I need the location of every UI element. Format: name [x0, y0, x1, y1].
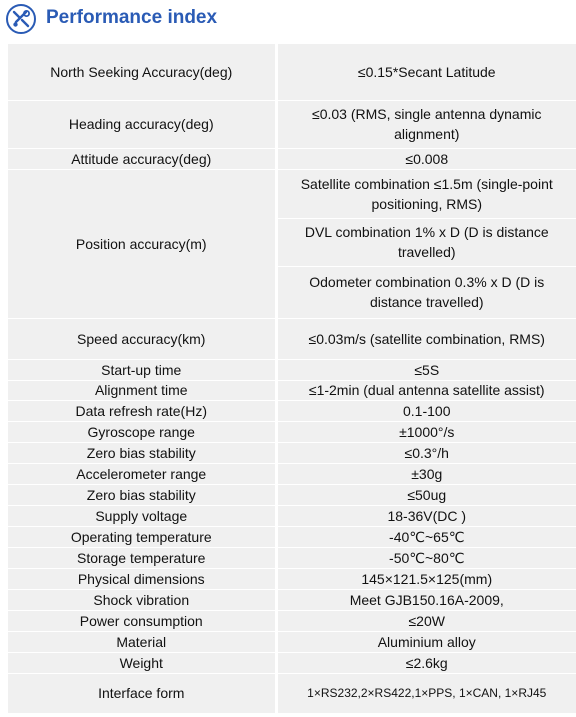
value-cell: ≤50ug — [276, 484, 576, 505]
value-cell: ≤20W — [276, 610, 576, 631]
value-cell: Aluminium alloy — [276, 631, 576, 652]
table-row — [8, 442, 576, 463]
param-cell: Supply voltage — [8, 505, 276, 526]
value-cell: Meet GJB150.16A-2009, — [276, 589, 576, 610]
param-cell: Gyroscope range — [8, 421, 276, 442]
param-cell: Attitude accuracy(deg) — [8, 148, 276, 169]
param-cell: Zero bias stability — [8, 442, 276, 463]
table-row — [8, 526, 576, 547]
param-cell: Power consumption — [8, 610, 276, 631]
value-cell: 18-36V(DC ) — [276, 505, 576, 526]
table-row — [8, 44, 576, 100]
value-cell: ±1000°/s — [276, 421, 576, 442]
param-cell: Accelerometer range — [8, 463, 276, 484]
value-cell: ≤2.6kg — [276, 652, 576, 673]
table-row — [8, 568, 576, 589]
page-title: Performance index — [46, 7, 218, 28]
table-row — [8, 380, 576, 400]
value-cell: 1×RS232,2×RS422,1×PPS, 1×CAN, 1×RJ45 — [276, 673, 576, 713]
table-row — [8, 673, 576, 713]
table-row — [8, 463, 576, 484]
table-row — [8, 631, 576, 652]
value-cell: Satellite combination ≤1.5m (single-point positioning, RMS) — [276, 169, 576, 218]
param-cell: Operating temperature — [8, 526, 276, 547]
value-cell: 0.1-100 — [276, 400, 576, 421]
value-cell: ±30g — [276, 463, 576, 484]
tools-icon — [6, 4, 36, 34]
table-row — [8, 400, 576, 421]
param-cell: Start-up time — [8, 359, 276, 380]
param-cell: Interface form — [8, 673, 276, 713]
param-cell: Physical dimensions — [8, 568, 276, 589]
table-row — [8, 169, 576, 218]
param-cell: Data refresh rate(Hz) — [8, 400, 276, 421]
param-cell: Material — [8, 631, 276, 652]
table-row — [8, 505, 576, 526]
value-cell: ≤0.3°/h — [276, 442, 576, 463]
table-row — [8, 547, 576, 568]
param-cell: Alignment time — [8, 380, 276, 400]
table-row — [8, 421, 576, 442]
value-cell: ≤0.008 — [276, 148, 576, 169]
param-cell: Heading accuracy(deg) — [8, 100, 276, 148]
param-cell: Position accuracy(m) — [8, 169, 276, 318]
param-cell: Speed accuracy(km) — [8, 318, 276, 359]
table-row — [8, 610, 576, 631]
performance-table — [8, 44, 576, 714]
value-cell: -50℃~80℃ — [276, 547, 576, 568]
value-cell: ≤0.15*Secant Latitude — [276, 44, 576, 100]
value-cell: Odometer combination 0.3% x D (D is distance travelled) — [276, 266, 576, 318]
value-cell: 145×121.5×125(mm) — [276, 568, 576, 589]
table-row — [8, 359, 576, 380]
table-row — [8, 484, 576, 505]
table-row — [8, 100, 576, 148]
param-cell: Zero bias stability — [8, 484, 276, 505]
param-cell: Shock vibration — [8, 589, 276, 610]
section-header — [0, 0, 576, 42]
value-cell: ≤0.03m/s (satellite combination, RMS) — [276, 318, 576, 359]
table-row — [8, 589, 576, 610]
table-row — [8, 318, 576, 359]
value-cell: ≤1-2min (dual antenna satellite assist) — [276, 380, 576, 400]
param-cell: North Seeking Accuracy(deg) — [8, 44, 276, 100]
value-cell: DVL combination 1% x D (D is distance travelled) — [276, 218, 576, 266]
table-row — [8, 652, 576, 673]
value-cell: ≤5S — [276, 359, 576, 380]
param-cell: Weight — [8, 652, 276, 673]
value-cell: ≤0.03 (RMS, single antenna dynamic alignment) — [276, 100, 576, 148]
param-cell: Storage temperature — [8, 547, 276, 568]
value-cell: -40℃~65℃ — [276, 526, 576, 547]
table-row — [8, 148, 576, 169]
